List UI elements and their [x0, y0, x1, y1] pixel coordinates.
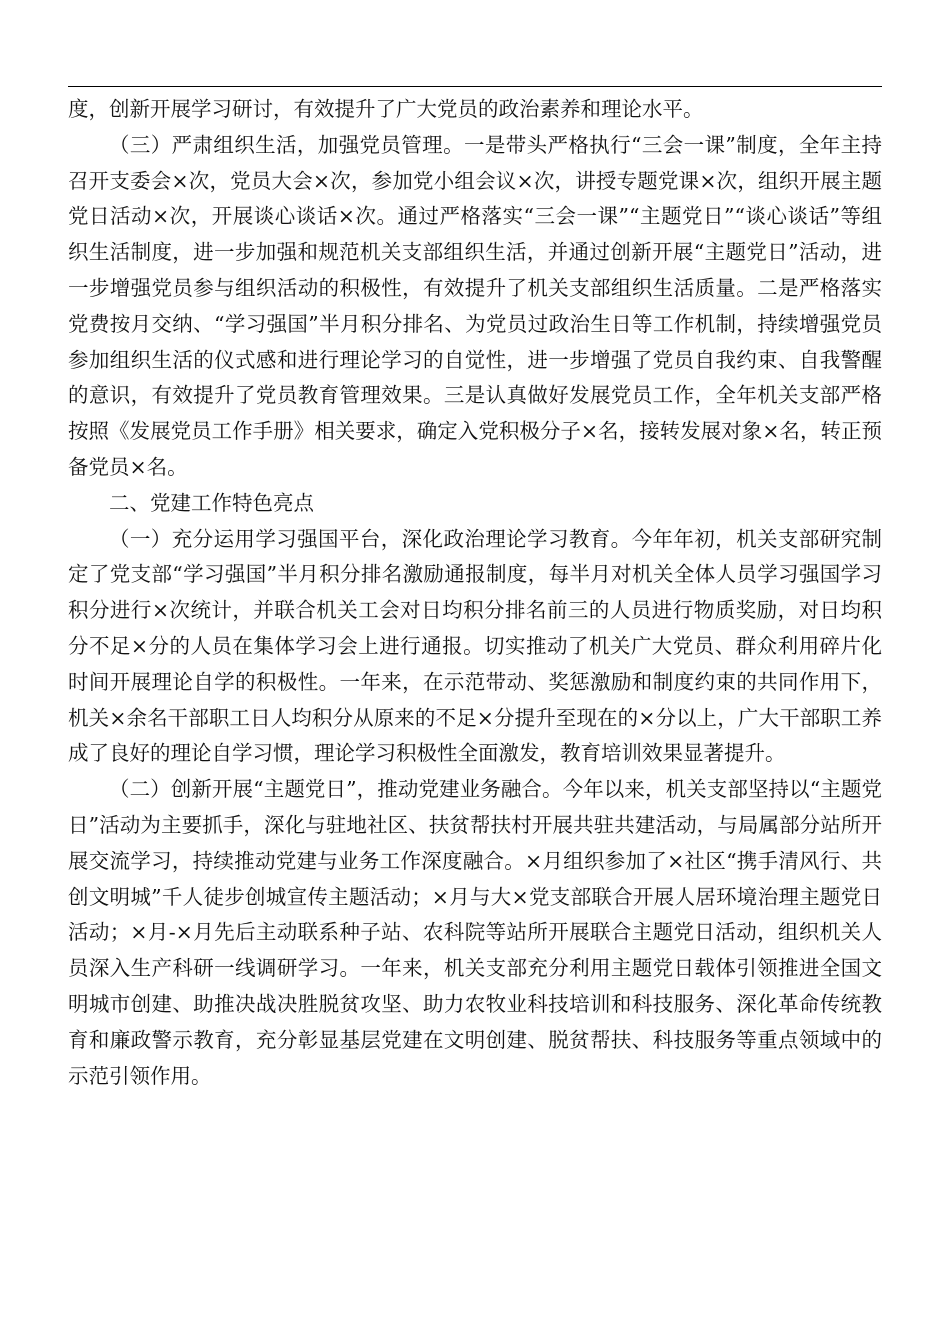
paragraph-organization-life: （三）严肃组织生活，加强党员管理。一是带头严格执行“三会一课”制度，全年主持召开支委会×次，党员大会×次，参加党小组会议×次，讲授专题党课×次，组织开展主题党日活动×次，开展谈心谈话×次。通过严格落实“三会一课”“主题党日”“谈心谈话”等组织生活制度，进一步加强和规范机关支部组织生活，并通过创新开展“主题党日”活动，进一步增强党员参与组织活动的积极性，有效提升了机关支部组织生活质量。二是严格落实党费按月交纳、“学习强国”半月积分排名、为党员过政治生日等工作机制，持续增强党员参加组织生活的仪式感和进行理论学习的自觉性，进一步增强了党员自我约束、自我警醒的意识，有效提升了党员教育管理效果。三是认真做好发展党员工作，全年机关支部严格按照《发展党员工作手册》相关要求，确定入党积极分子×名，接转发展对象×名，转正预备党员×名。: [68, 132, 882, 479]
paragraph-study-platform: （一）充分运用学习强国平台，深化政治理论学习教育。今年年初，机关支部研究制定了党支部“学习强国”半月积分排名激励通报制度，每半月对机关全体人员学习强国学习积分进行×次统计，并联合机关工会对日均积分排名前三的人员进行物质奖励，对日均积分不足×分的人员在集体学习会上进行通报。切实推动了机关广大党员、群众利用碎片化时间开展理论自学的积极性。一年来，在示范带动、奖惩激励和制度约束的共同作用下，机关×余名干部职工日人均积分从原来的不足×分提升至现在的×分以上，广大干部职工养成了良好的理论自学习惯，理论学习积极性全面激发，教育培训效果显著提升。: [68, 526, 882, 766]
header-rule: [68, 86, 882, 87]
paragraph-continuation: 度，创新开展学习研讨，有效提升了广大党员的政治素养和理论水平。: [68, 97, 704, 121]
document-page: [68, 0, 882, 1344]
document-body: [68, 92, 882, 1094]
paragraph-theme-party-day: （二）创新开展“主题党日”，推动党建业务融合。今年以来，机关支部坚持以“主题党日”活动为主要抓手，深化与驻地社区、扶贫帮扶村开展共驻共建活动，与局属部分站所开展交流学习，持续推动党建与业务工作深度融合。×月组织参加了×社区“携手清风行、共创文明城”千人徒步创城宣传主题活动；×月与大×党支部联合开展人居环境治理主题党日活动；×月-×月先后主动联系种子站、农科院等站所开展联合主题党日活动，组织机关人员深入生产科研一线调研学习。一年来，机关支部充分利用主题党日载体引领推进全国文明城市创建、助推决战决胜脱贫攻坚、助力农牧业科技培训和科技服务、深化革命传统教育和廉政警示教育，充分彰显基层党建在文明创建、脱贫帮扶、科技服务等重点领域中的示范引领作用。: [68, 777, 882, 1088]
section-heading-highlights: 二、党建工作特色亮点: [109, 490, 314, 515]
